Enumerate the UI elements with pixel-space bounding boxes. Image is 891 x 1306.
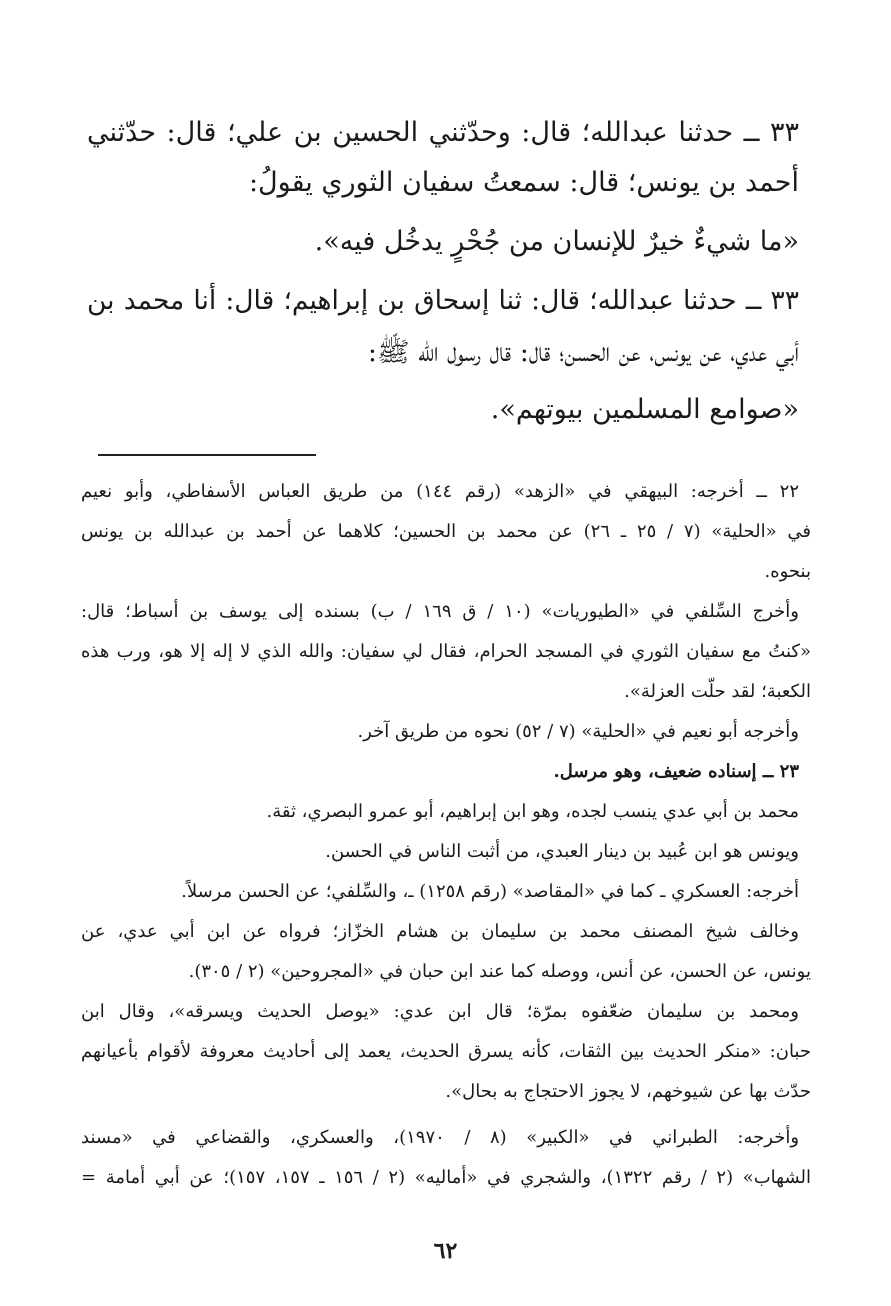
footnote-separator: [98, 454, 316, 456]
footnote-line: وأخرج السِّلفي في «الطيوريات» (١٠ / ق ١٦٩ / ب) بسنده إلى يوسف بن أسباط؛ قال:: [81, 601, 800, 622]
footnote-line: ومحمد بن سليمان ضعّفوه بمرّة؛ قال ابن عدي: «يوصل الحديث ويسرقه»، وقال ابن: [81, 1001, 799, 1022]
footnote-line: حدّث بها عن شيوخهم، لا يجوز الاحتجاج به بحال».: [445, 1081, 811, 1102]
footnote-line: محمد بن أبي عدي ينسب لجده، وهو ابن إبراهيم، أبو عمرو البصري، ثقة.: [266, 801, 799, 822]
footnote-line: الكعبة؛ لقد حلّت العزلة».: [624, 681, 811, 702]
footnote-line: أخرجه: العسكري ـ كما في «المقاصد» (رقم ١٢٥٨) ـ، والسِّلفي؛ عن الحسن مرسلاً.: [181, 881, 799, 902]
main-text-line: ٣٣ ــ حدثنا عبدالله؛ قال: ثنا إسحاق بن إبراهيم؛ قال: أنا محمد بن: [87, 285, 799, 316]
footnote-line: يونس، عن الحسن، عن أنس، ووصله كما عند ابن حبان في «المجروحين» (٢ / ٣٠٥).: [188, 961, 811, 982]
footnote-line: «كنتُ مع سفيان الثوري في المسجد الحرام، فقال لي سفيان: والله الذي لا إله إلا هو، ورب هذه: [81, 641, 811, 662]
footnote-line: وخالف شيخ المصنف محمد بن سليمان بن هشام الخزّاز؛ فرواه عن ابن أبي عدي، عن: [81, 921, 799, 942]
footnote-line: بنحوه.: [764, 561, 811, 582]
page-number: ٦٢: [433, 1238, 458, 1264]
footnote-line: الشهاب» (٢ / رقم ١٣٢٢)، والشجري في «أماليه» (٢ / ١٥٦ ـ ١٥٧، ١٥٧)؛ عن أبي أمامة =: [81, 1167, 812, 1188]
footnote-line: حبان: «منكر الحديث بين الثقات، كأنه يسرق الحديث، يعمد إلى أحاديث معروفة لأقوام بأعيانهم: [81, 1041, 811, 1062]
footnote-heading: ٢٣ ــ إسناده ضعيف، وهو مرسل.: [553, 761, 799, 782]
main-text-line: أحمد بن يونس؛ قال: سمعتُ سفيان الثوري يقولُ:: [248, 167, 799, 198]
footnote-line: ٢٢ ــ أخرجه: البيهقي في «الزهد» (رقم ١٤٤) من طريق العباس الأسفاطي، وأبو نعيم: [81, 481, 800, 502]
footnote-line: وأخرجه: الطبراني في «الكبير» (٨ / ١٩٧٠)، والعسكري، والقضاعي في «مسند: [81, 1127, 800, 1148]
main-text-line: «ما شيءٌ خيرٌ للإنسان من جُحْرٍ يدخُل فيه».: [314, 226, 799, 257]
main-text-line: أبي عدي، عن يونس، عن الحسن؛ قال: قال رسول الله ﷺ:: [367, 337, 799, 368]
footnote-line: ويونس هو ابن عُبيد بن دينار العبدي، من أثبت الناس في الحسن.: [325, 841, 799, 862]
footnote-line: في «الحلية» (٧ / ٢٥ ـ ٢٦) عن محمد بن الحسين؛ كلاهما عن أحمد بن عبدالله بن يونس: [81, 521, 811, 542]
main-text-line: «صوامع المسلمين بيوتهم».: [490, 394, 799, 425]
footnote-line: وأخرجه أبو نعيم في «الحلية» (٧ / ٥٢) نحوه من طريق آخر.: [357, 721, 799, 742]
main-text-line: ٣٣ ــ حدثنا عبدالله؛ قال: وحدّثني الحسين بن علي؛ قال: حدّثني: [87, 117, 799, 148]
